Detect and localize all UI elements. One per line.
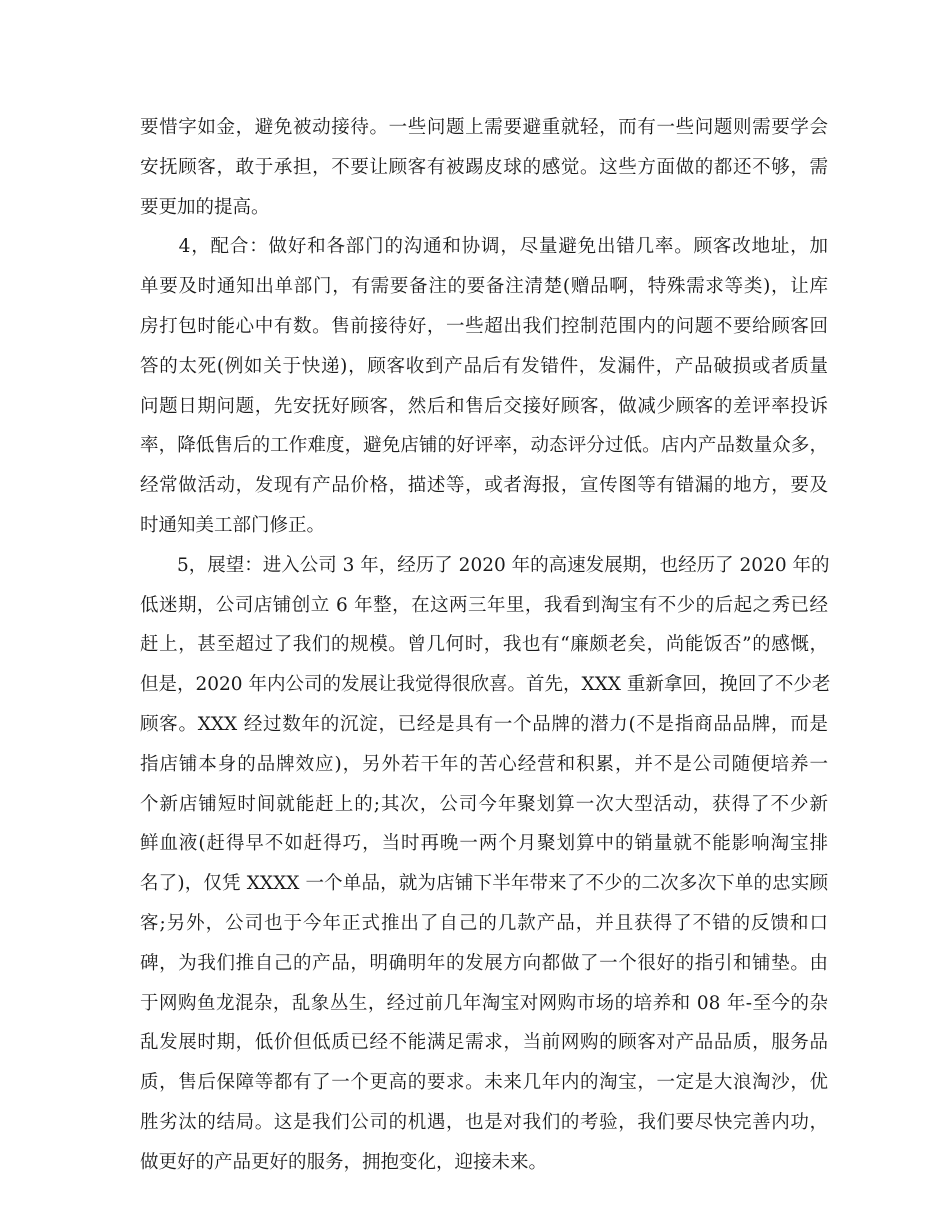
- document-body: [140, 108, 831, 1183]
- text-line: 要更加的提高。: [140, 196, 270, 218]
- text-line: 乱发展时期，低价但低质已经不能满足需求，当前网购的顾客对产品品质，服务品: [140, 1032, 828, 1054]
- text-line: 赶上，甚至超过了我们的规模。曾几何时，我也有“廉颇老矣，尚能饭否”的感慨，: [140, 634, 828, 656]
- text-line: 客;另外，公司也于今年正式推出了自己的几款产品，并且获得了不错的反馈和口: [140, 912, 828, 934]
- text-line: 低迷期，公司店铺创立 6 年整，在这两三年里，我看到淘宝有不少的后起之秀已经: [140, 594, 828, 616]
- paragraph-outlook: [140, 546, 831, 1183]
- text-line: 4，配合：做好和各部门的沟通和协调，尽量避免出错几率。顾客改地址，加: [140, 236, 828, 258]
- text-line: 问题日期问题，先安抚好顾客，然后和售后交接好顾客，做减少顾客的差评率投诉: [140, 395, 828, 417]
- text-line: 个新店铺短时间就能赶上的;其次，公司今年聚划算一次大型活动，获得了不少新: [140, 793, 828, 815]
- text-line: 经常做活动，发现有产品价格，描述等，或者海报，宣传图等有错漏的地方，要及: [140, 475, 828, 497]
- text-line: 但是，2020 年内公司的发展让我觉得很欣喜。首先，XXX 重新拿回，挽回了不少老: [140, 674, 831, 696]
- text-line: 安抚顾客，敢于承担，不要让顾客有被踢皮球的感觉。这些方面做的都还不够，需: [140, 156, 828, 178]
- text-line: 指店铺本身的品牌效应)，另外若干年的苦心经营和积累，并不是公司随便培养一: [140, 753, 828, 775]
- text-line: 单要及时通知出单部门，有需要备注的要备注清楚(赠品啊，特殊需求等类)，让库: [140, 276, 828, 298]
- text-line: 房打包时能心中有数。售前接待好，一些超出我们控制范围内的问题不要给顾客回: [140, 315, 828, 337]
- paragraph-cooperation: [140, 227, 828, 545]
- paragraph-service-attitude-tail: [140, 108, 828, 227]
- text-line: 率，降低售后的工作难度，避免店铺的好评率，动态评分过低。店内产品数量众多，: [140, 435, 828, 457]
- text-line: 做更好的产品更好的服务，拥抱变化，迎接未来。: [140, 1151, 548, 1173]
- text-line: 碑，为我们推自己的产品，明确明年的发展方向都做了一个很好的指引和铺垫。由: [140, 952, 828, 974]
- text-line: 时通知美工部门修正。: [140, 514, 326, 536]
- text-line: 鲜血液(赶得早不如赶得巧，当时再晚一两个月聚划算中的销量就不能影响淘宝排: [140, 833, 828, 855]
- text-line: 于网购鱼龙混杂，乱象丛生，经过前几年淘宝对网购市场的培养和 08 年-至今的杂: [140, 992, 828, 1014]
- text-line: 5，展望：进入公司 3 年，经历了 2020 年的高速发展期，也经历了 2020 年的: [140, 554, 830, 576]
- text-line: 质，售后保障等都有了一个更高的要求。未来几年内的淘宝，一定是大浪淘沙，优: [140, 1072, 828, 1094]
- text-line: 名了)，仅凭 XXXX 一个单品，就为店铺下半年带来了不少的二次多次下单的忠实顾: [140, 873, 828, 895]
- text-line: 要惜字如金，避免被动接待。一些问题上需要避重就轻，而有一些问题则需要学会: [140, 117, 828, 138]
- text-line: 胜劣汰的结局。这是我们公司的机遇，也是对我们的考验，我们要尽快完善内功，: [140, 1111, 828, 1133]
- text-line: 顾客。XXX 经过数年的沉淀，已经是具有一个品牌的潜力(不是指商品品牌，而是: [140, 713, 828, 735]
- text-line: 答的太死(例如关于快递)，顾客收到产品后有发错件，发漏件，产品破损或者质量: [140, 355, 828, 377]
